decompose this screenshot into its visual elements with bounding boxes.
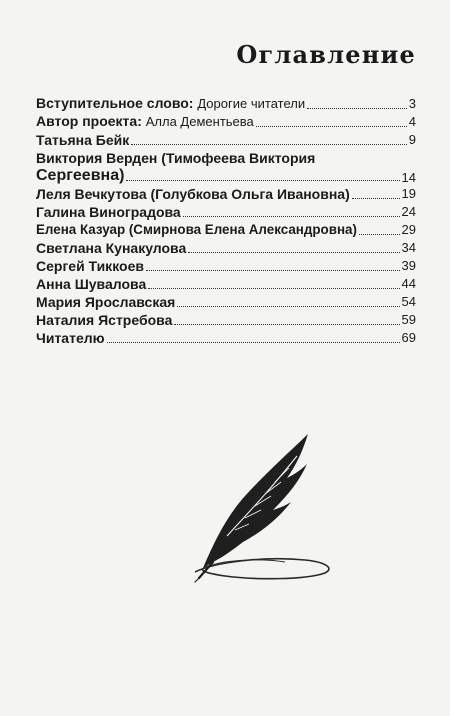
dot-leader [148,288,399,289]
dot-leader [307,108,407,109]
toc-entry[interactable] [36,257,416,275]
dot-leader [188,252,399,253]
toc-entry[interactable]: Вступительное слово: Дорогие читатели 3 [36,95,416,111]
quill-pen-icon [165,420,355,590]
toc-page-number: 4 [408,114,416,129]
dot-leader [256,126,407,127]
toc-entry-title: Анна Шувалова [36,276,147,292]
toc-entry-title: Елена Казуар (Смирнова Елена Александровна) [36,222,357,237]
dot-leader [131,144,407,145]
toc-page-number: 54 [401,294,416,309]
toc-page-number: 69 [401,330,416,345]
toc-entry-subtitle: Дорогие читатели [197,96,306,111]
toc-entry[interactable] [36,149,416,185]
dot-leader [359,234,400,235]
toc-page-number: 3 [408,96,416,111]
toc-entry-title: Наталия Ястребова [36,312,173,328]
toc-entry[interactable] [36,275,416,293]
dot-leader [107,342,400,343]
toc-entry-title: Виктория Верден (Тимофеева Виктория [36,150,316,166]
toc-entry-title: Татьяна Бейк [36,132,130,148]
dot-leader [352,198,400,199]
toc-page-number: 59 [401,312,416,327]
toc-page-number: 24 [401,204,416,219]
toc-entry[interactable] [36,221,416,239]
toc-entry[interactable] [36,203,416,221]
toc-entry-title: Леля Вечкутова (Голубкова Ольга Ивановна) [36,186,350,202]
toc-entry-title: Автор проекта: [36,113,142,129]
toc-entry-title: Читателю [36,330,105,346]
toc-page-number: 19 [401,186,416,201]
dot-leader [126,180,399,181]
toc-page-number: 9 [408,132,416,147]
toc-page-number: 34 [401,240,416,255]
toc-entry[interactable] [36,329,416,347]
toc-page-number: 14 [401,170,416,185]
dot-leader [177,306,399,307]
dot-leader [146,270,400,271]
dot-leader [174,324,399,325]
toc-entry-title: Вступительное слово [36,95,189,111]
toc-entry[interactable] [36,185,416,203]
toc-entry-title: Сергей Тиккоев [36,258,144,274]
dot-leader [183,216,400,217]
toc-entry-title: Светлана Кунакулова [36,240,187,256]
toc-page-number: 29 [401,222,416,237]
toc-page-number: 39 [401,258,416,273]
toc-entry-subtitle: Алла Дементьева [145,114,254,129]
toc-entry-title: Галина Виноградова [36,204,181,220]
toc-entry-title-continued: Сергеевна) [36,167,125,184]
toc-entry-title: Мария Ярославская [36,294,176,310]
page-title: Оглавление [236,40,416,69]
toc-entry[interactable] [36,293,416,311]
toc-entry[interactable] [36,311,416,329]
table-of-contents [36,95,416,347]
toc-entry[interactable] [36,113,416,131]
toc-entry[interactable] [36,131,416,149]
toc-page-number: 44 [401,276,416,291]
toc-entry[interactable] [36,239,416,257]
